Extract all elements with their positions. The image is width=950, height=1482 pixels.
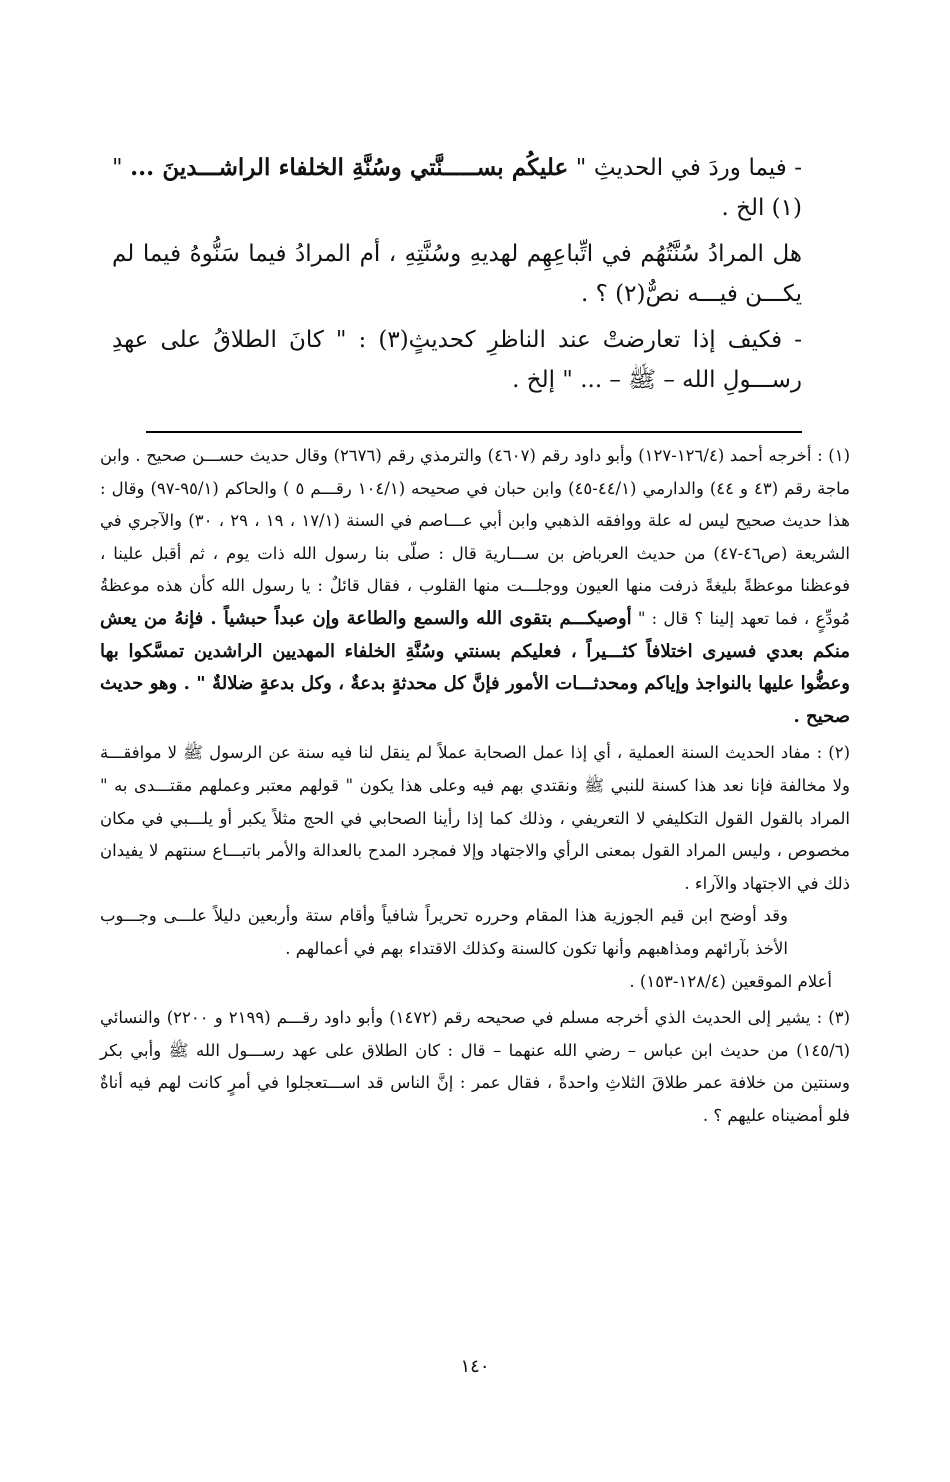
footnote-2-number: (٢) :	[816, 743, 850, 763]
main-paragraph-3: - فكيف إذا تعارضتْ عند الناظرِ كحديثٍ(٣) : " كانَ الطلاقُ على عهدِ رســـولِ الله – ﷺ – ... " إلخ .	[112, 327, 802, 393]
page-number: ١٤٠	[460, 1356, 490, 1377]
footnote-2-text: مفاد الحديث السنة العملية ، أي إذا عمل الصحابة عملاً لم ينقل لنا فيه سنة عن الرسول ﷺ لا موافقـــة ولا مخالفة فإنا نعد هذا كسنة للنبي ﷺ ونقتدي بهم فيه وعلى هذا يكون " قولهم معتبر وعملهم مقتـــدى به " المراد بالقول القول التكليفي لا التعريفي ، وذلك كما إذا رأينا الصحابي في الحج مثلاً يكبر أو يلـــبي في مكان مخصوص ، وليس المراد القول بمعنى الرأي والاجتهاد وإلا فمجرد المدح بالعدالة والأمر باتبـــاع سنتهم لا يفيدان ذلك في الاجتهاد والآراء .	[100, 743, 851, 893]
footnote-1-text: أخرجه أحمد (١٢٦/٤-١٢٧) وأبو داود رقم (٤٦٠٧) والترمذي رقم (٢٦٧٦) وقال حديث حســـن صحيح . وابن ماجة رقم (٤٣ و ٤٤) والدارمي (٤٤/١-٤٥) وابن حبان في صحيحه (١٠٤/١ رقـــم ٥ ) والحاكم (٩٥/١-٩٧) وقال : هذا حديث صحيح ليس له علة ووافقه الذهبي وابن أبي عـــاصم في السنة (١٧/١ ، ١٩ ، ٢٩ ، ٣٠) والآجري في الشريعة (ص٤٦-٤٧) من حديث العرباض بن ســـارية قال : صلّى بنا رسول الله ذات يوم ، ثم أقبل علينا ، فوعظنا موعظةً بليغةً ذرفت منها العيون ووجلـــت منها القلوب ، فقال قائلٌ : يا رسول الله كأن هذه موعظةُ مُودِّعٍ ، فما تعهد إلينا ؟ قال : "	[100, 446, 851, 628]
footnote-3-number: (٣) :	[816, 1008, 850, 1028]
main-paragraph-1	[112, 148, 802, 228]
footnote-1-hadith: أوصيكـــم بتقوى الله والسمع والطاعة وإن عبداً حبشياً . فإنهُ من يعش منكم بعدي فسيرى اختلافاً كثـــيراً ، فعليكم بسنتي وسُنَّةِ الخلفاء المهديين الراشدين تمسَّكوا بها وعضُّوا عليها بالنواجذ وإياكم ومحدثـــات الأمور فإنَّ كل محدثةٍ بدعةٌ ، وكل بدعةٍ ضلالةٌ " . وهو حديث صحيح .	[100, 607, 850, 727]
footnote-2	[100, 737, 850, 998]
footnote-3	[100, 1002, 850, 1132]
main-paragraph-2: هل المرادُ سُنَّتُهُم في اتِّباعِهِم لهديهِ وسُنَّتِهِ ، أم المرادُ فيما سَنُّوهُ فيما لم يكـــن فيـــه نصٌّ(٢) ؟ .	[112, 241, 802, 307]
main-text	[112, 148, 802, 406]
footnote-1	[100, 440, 850, 733]
hadith-quote: عليكُم بســـــنَّتي وسُنَّةِ الخلفاء الراشـــدينَ ...	[130, 154, 569, 181]
para1-end: "(١) الخ .	[112, 155, 802, 221]
footnote-separator	[146, 431, 802, 433]
footnote-1-number: (١) :	[817, 446, 850, 465]
para1-intro: - فيما وردَ في الحديثِ "	[568, 155, 802, 181]
footnotes	[100, 440, 850, 1136]
footnote-2-sub: وقد أوضح ابن قيم الجوزية هذا المقام وحرره تحريراً شافياً وأقام ستة وأربعين دليلاً علـــى وجـــوب الأخذ بآرائهم ومذاهبهم وأنها تكون كالسنة وكذلك الاقتداء بهم في أعمالهم .	[100, 906, 788, 958]
footnote-2-reference: أعلام الموقعين (١٢٨/٤-١٥٣) .	[629, 971, 832, 991]
footnote-3-text: يشير إلى الحديث الذي أخرجه مسلم في صحيحه رقم (١٤٧٢) وأبو داود رقـــم (٢١٩٩ و ٢٢٠٠) والنسائي (١٤٥/٦) من حديث ابن عباس – رضي الله عنهما – قال : كان الطلاق على عهد رســـول الله ﷺ وأبي بكر وسنتين من خلافة عمر طلاقَ الثلاثِ واحدةً ، فقال عمر : إنَّ الناس قد اســـتعجلوا في أمرٍ كانت لهم فيه أناةٌ فلو أمضيناه عليهم ؟ .	[100, 1008, 850, 1125]
